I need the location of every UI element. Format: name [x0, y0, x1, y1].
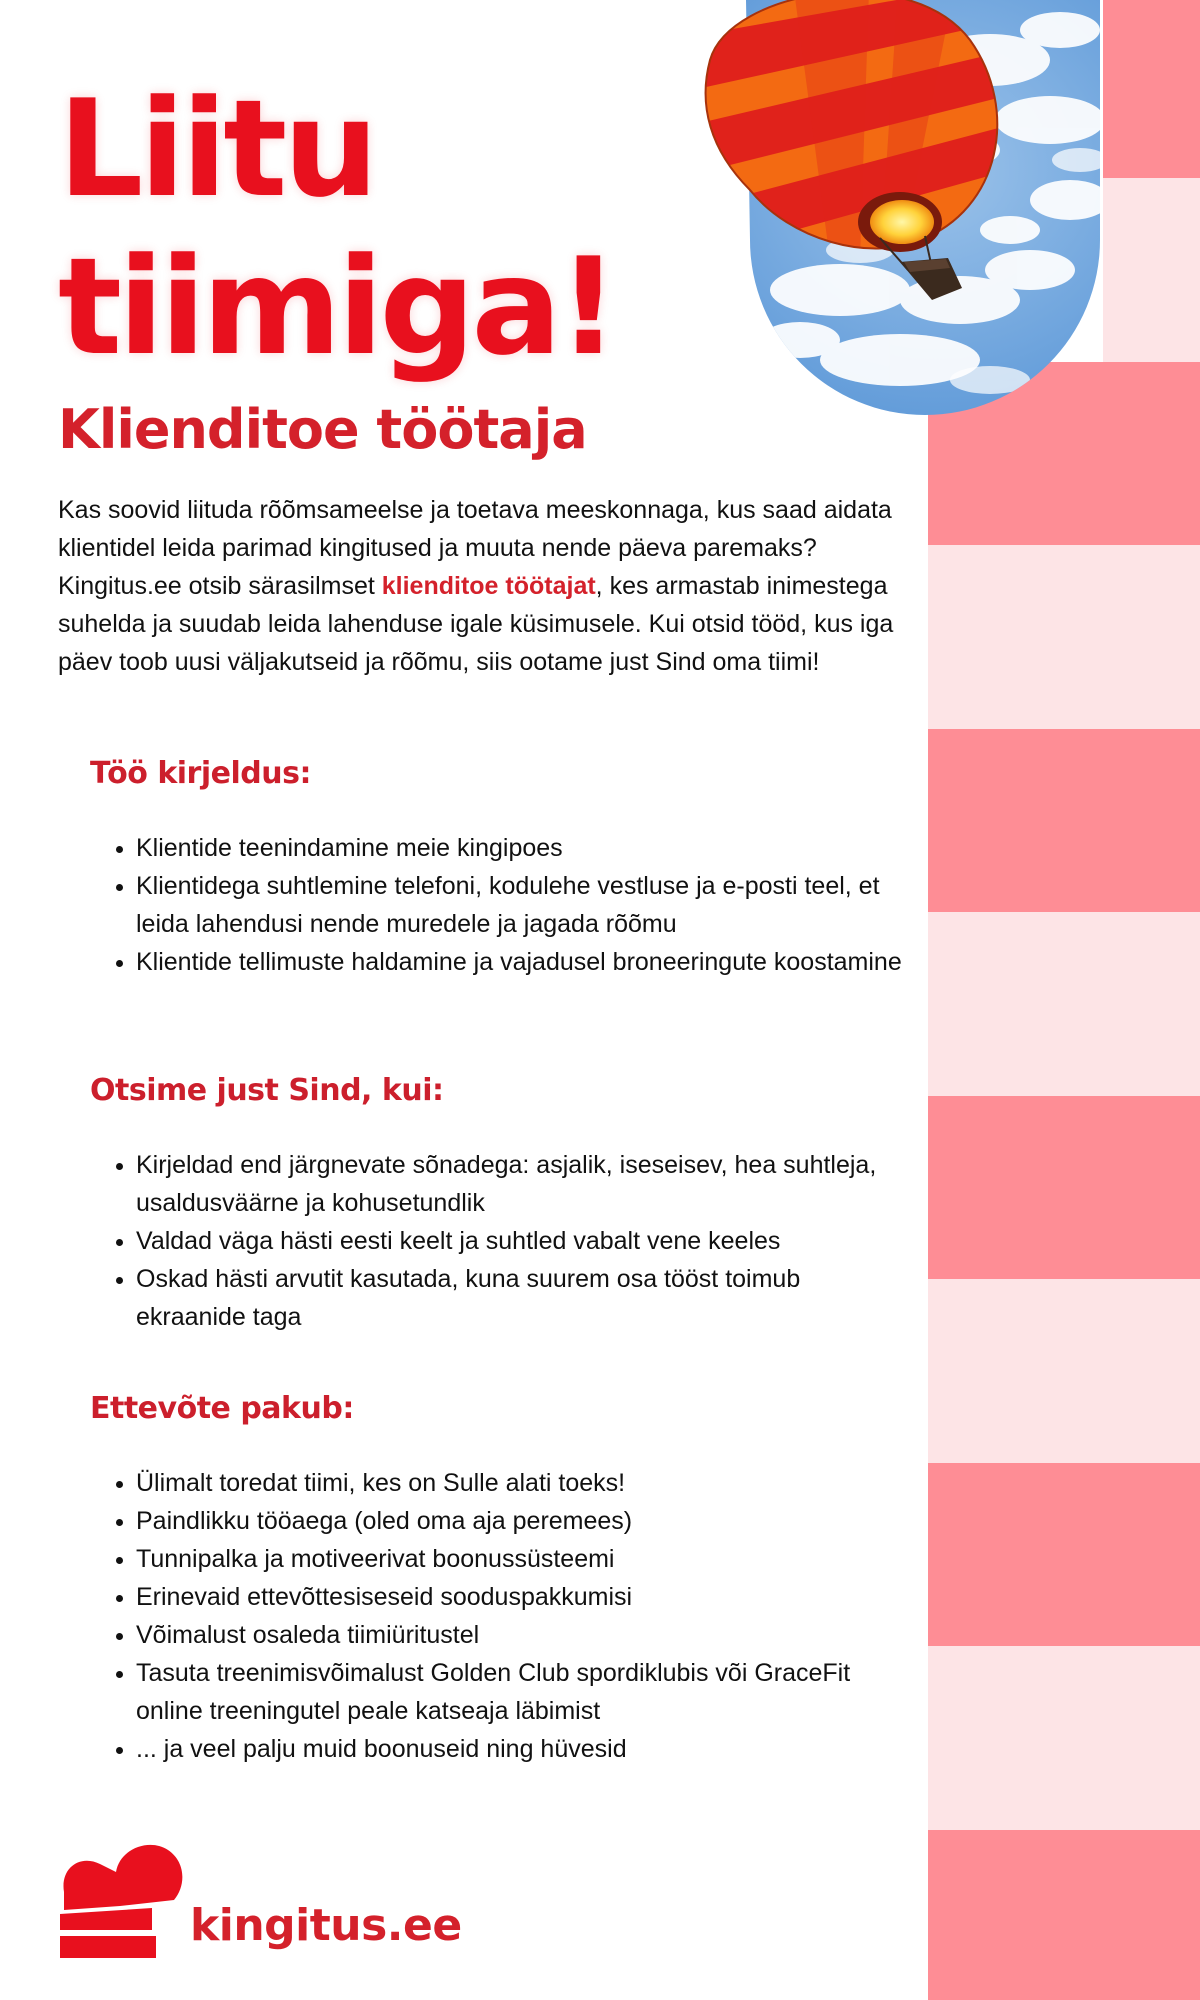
job-title: Klienditoe töötaja	[58, 398, 587, 461]
list-item: • Ülimalt toredat tiimi, kes on Sulle alati toeks!	[136, 1464, 910, 1502]
list-item: • Tunnipalka ja motiveerivat boonussüsteemi	[136, 1540, 910, 1578]
stripe-band	[928, 545, 1200, 729]
list-item: • Oskad hästi arvutit kasutada, kuna suurem osa tööst toimub ekraanide taga	[136, 1260, 910, 1336]
list-item: • Kirjeldad end järgnevate sõnadega: asjalik, iseseisev, hea suhtleja, usaldusväärne ja kohusetundlik	[136, 1146, 910, 1222]
stripe-band	[928, 1463, 1200, 1646]
list-item: • Erinevaid ettevõttesiseseid sooduspakkumisi	[136, 1578, 910, 1616]
stripe-band	[928, 1279, 1200, 1463]
intro-highlight: klienditoe töötajat	[381, 572, 596, 600]
list-item: • Klientide tellimuste haldamine ja vajadusel broneeringute koostamine	[136, 943, 910, 981]
section-heading: Ettevõte pakub:	[90, 1391, 354, 1426]
stripe-band	[928, 1830, 1200, 2000]
stripe-band	[928, 729, 1200, 912]
list-item: • Paindlikku tööaega (oled oma aja peremees)	[136, 1502, 910, 1540]
list-item: • Tasuta treenimisvõimalust Golden Club spordiklubis või GraceFit online treeningutel peale katseaja läbimist	[136, 1654, 910, 1730]
list-item: • ... ja veel palju muid boonuseid ning hüvesid	[136, 1730, 910, 1768]
stripe-band	[928, 1096, 1200, 1279]
logo-text: kingitus.ee	[190, 1900, 462, 1951]
hot-air-balloon-icon	[660, 0, 1120, 420]
list-item: • Klientide teenindamine meie kingipoes	[136, 829, 910, 867]
section-benefits	[90, 1391, 910, 1768]
section-heading: Otsime just Sind, kui:	[90, 1073, 444, 1108]
stripe-band	[928, 1646, 1200, 1830]
intro-text-before: Kas soovid liituda rõõmsameelse ja toetava meeskonnaga, kus saad aidata klientidel leida parimad kingitused ja muuta nende päeva paremaks? Kingitus.ee otsib särasilmset	[58, 496, 892, 600]
list-item: • Klientidega suhtlemine telefoni, kodulehe vestluse ja e-posti teel, et leida lahendusi nende muredele ja jagada rõõmu	[136, 867, 910, 943]
section-heading: Töö kirjeldus:	[90, 756, 311, 791]
list-item: • Võimalust osaleda tiimiüritustel	[136, 1616, 910, 1654]
intro-paragraph	[58, 491, 918, 681]
hot-air-balloon-image	[660, 0, 1120, 420]
bullet-list	[90, 1146, 910, 1336]
headline-line-2: tiimiga!	[58, 229, 615, 385]
section-job-description	[90, 756, 910, 981]
stripe-band	[928, 912, 1200, 1096]
section-requirements	[90, 1073, 910, 1336]
bullet-list	[90, 829, 910, 981]
bullet-list	[90, 1464, 910, 1768]
list-item: • Valdad väga hästi eesti keelt ja suhtled vabalt vene keeles	[136, 1222, 910, 1260]
intro-text-after: , kes armastab inimestega suhelda ja suudab leida lahenduse igale küsimusele. Kui otsid tööd, kus iga päev toob uusi väljakutseid ja rõõmu, siis ootame just Sind oma tiimi!	[58, 572, 894, 676]
headline	[58, 70, 615, 386]
headline-line-1: Liitu	[58, 71, 375, 227]
